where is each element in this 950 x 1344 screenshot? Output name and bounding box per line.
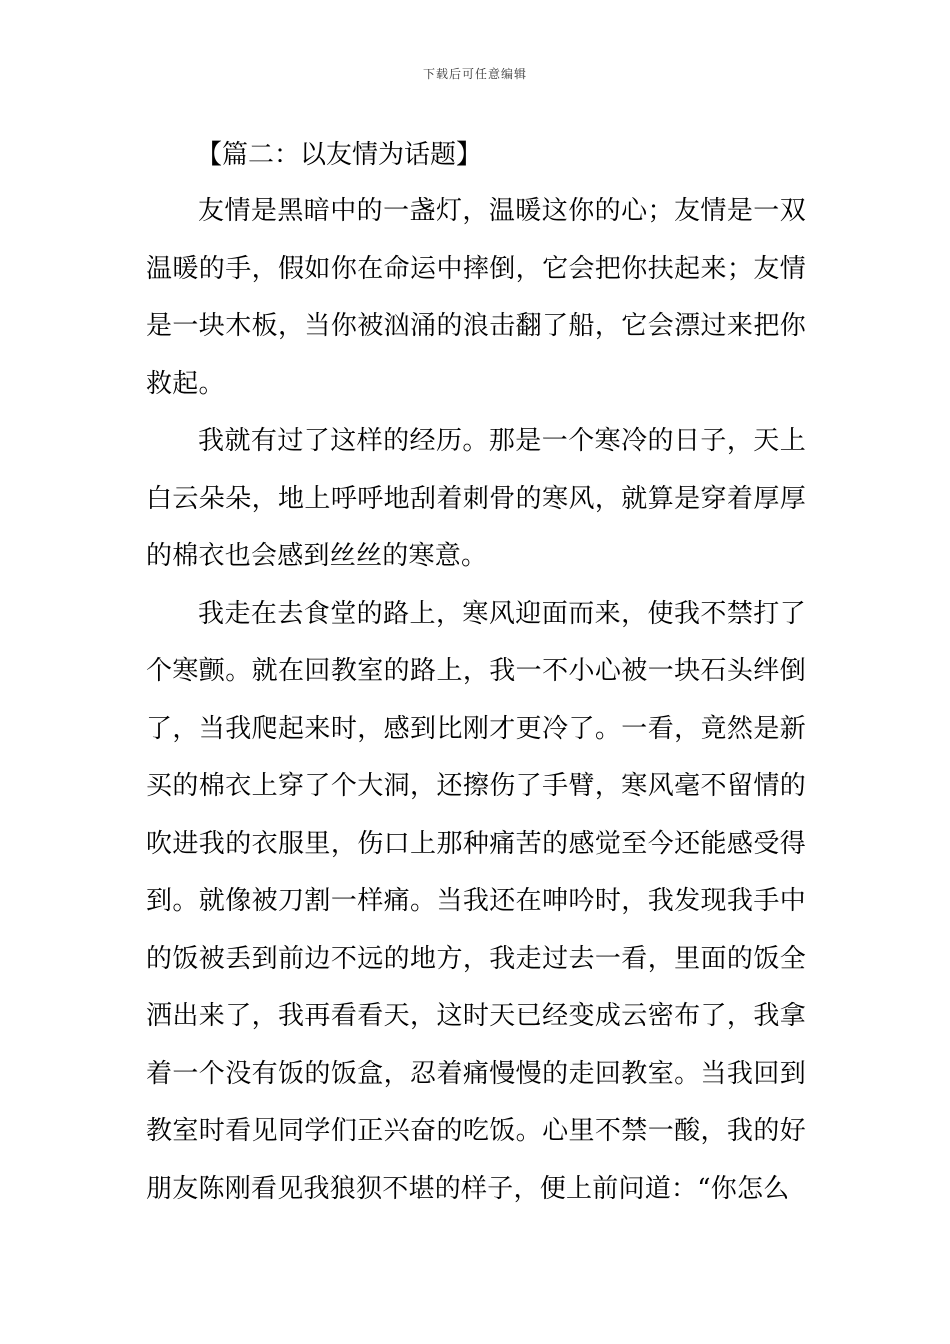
document-body	[146, 127, 806, 1218]
section-heading: 【篇二：以友情为话题】	[196, 140, 483, 170]
paragraph: 我走在去食堂的路上，寒风迎面而来，使我不禁打了个寒颤。就在回教室的路上，我一不小心被一块石头绊倒了，当我爬起来时，感到比刚才更冷了。一看，竟然是新买的棉衣上穿了个大洞，还擦伤了手臂，寒风毫不留情的吹进我的衣服里，伤口上那种痛苦的感觉至今还能感受得到。就像被刀割一样痛。当我还在呻吟时，我发现我手中的饭被丢到前边不远的地方，我走过去一看，里面的饭全洒出来了，我再看看天，这时天已经变成云密布了，我拿着一个没有饭的饭盒，忍着痛慢慢的走回教室。当我回到教室时看见同学们正兴奋的吃饭。心里不禁一酸，我的好朋友陈刚看见我狼狈不堪的样子，便上前问道：“你怎么	[146, 598, 806, 1204]
header-note: 下载后可任意编辑	[422, 67, 527, 81]
paragraph: 我就有过了这样的经历。那是一个寒冷的日子，天上白云朵朵，地上呼呼地刮着刺骨的寒风，就算是穿着厚厚的棉衣也会感到丝丝的寒意。	[146, 426, 806, 571]
paragraph: 友情是黑暗中的一盏灯，温暖这你的心；友情是一双温暖的手，假如你在命运中摔倒，它会把你扶起来；友情是一块木板，当你被汹涌的浪击翻了船，它会漂过来把你救起。	[146, 196, 806, 399]
